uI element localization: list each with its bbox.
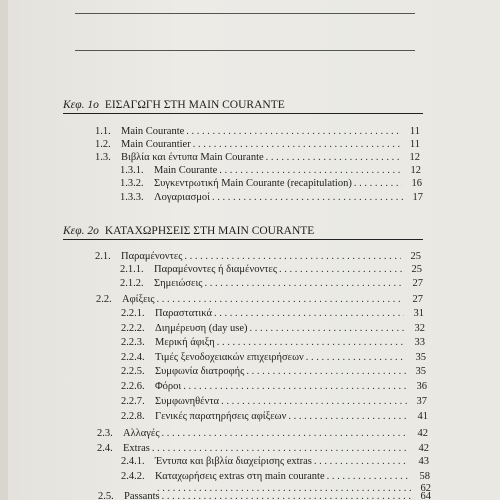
toc-entry xyxy=(95,125,420,138)
leader-dots xyxy=(217,337,405,349)
leader-dots xyxy=(157,294,403,306)
entry-page: 32 xyxy=(414,323,425,334)
entry-title: Αλλαγές xyxy=(123,428,160,439)
toc-entry xyxy=(121,395,427,408)
entry-title: Καταχωρήσεις extras στη main courante xyxy=(155,471,325,482)
entry-page: 36 xyxy=(416,381,427,392)
chapter-title: ΕΙΣΑΓΩΓΗ ΣΤΗ MAIN COURANTE xyxy=(104,99,285,111)
entry-page: 35 xyxy=(415,366,426,377)
entry-title: Main Courante xyxy=(154,165,218,176)
entry-title: Main Courantier xyxy=(121,139,191,150)
leader-dots xyxy=(183,381,407,393)
entry-number: 2.2.5. xyxy=(121,366,145,377)
entry-number: 2.3. xyxy=(97,428,113,439)
entry-number: 2.2.3. xyxy=(121,337,145,348)
entry-title: Συμφωνία διατροφής xyxy=(155,366,245,377)
leader-dots xyxy=(250,323,405,335)
entry-number: 2.2.6. xyxy=(121,381,145,392)
chapter-number: Κεφ. 1ο xyxy=(63,99,99,111)
entry-page: 37 xyxy=(416,396,427,407)
leader-dots xyxy=(266,152,400,164)
entry-page: 11 xyxy=(409,126,420,137)
entry-page: 62 xyxy=(420,483,431,494)
entry-page: 12 xyxy=(409,152,420,163)
entry-title: Λογαριασμοί xyxy=(154,192,210,203)
entry-title: Βιβλία και έντυπα Main Courante xyxy=(121,152,264,163)
book-page xyxy=(8,0,500,500)
entry-number: 1.3. xyxy=(95,152,111,163)
entry-number: 2.2.8. xyxy=(121,411,145,422)
leader-dots xyxy=(161,428,408,440)
entry-title: Έντυπα και βιβλία διαχείρισης extras xyxy=(155,456,312,467)
entry-title: Μερική άφιξη xyxy=(155,337,215,348)
chapter-number: Κεφ. 2ο xyxy=(63,225,99,237)
leader-dots xyxy=(162,491,411,500)
entry-page: 16 xyxy=(411,178,422,189)
entry-title: Φόροι xyxy=(155,381,182,392)
entry-page: 64 xyxy=(420,491,431,500)
leader-dots xyxy=(186,126,400,138)
leader-dots xyxy=(246,366,406,378)
leader-dots xyxy=(288,411,408,423)
leader-dots xyxy=(214,308,404,320)
entry-page: 25 xyxy=(410,251,421,262)
toc-entry xyxy=(120,191,423,204)
toc-entry xyxy=(95,138,420,151)
toc-entry xyxy=(121,322,425,335)
leader-dots xyxy=(152,443,409,455)
entry-title: Main Courante xyxy=(121,126,185,137)
toc-entry xyxy=(95,151,420,164)
entry-page: 31 xyxy=(413,308,424,319)
entry-number: 2.2.4. xyxy=(121,352,145,363)
entry-page: 35 xyxy=(415,352,426,363)
toc-entry xyxy=(121,455,429,468)
entry-number: 2.1.2. xyxy=(120,278,144,289)
entry-page: 43 xyxy=(418,456,429,467)
leader-dots xyxy=(193,139,400,151)
entry-title: Τιμές ξενοδοχειακών επιχειρήσεων xyxy=(155,352,304,363)
entry-number: 1.3.2. xyxy=(120,178,144,189)
leader-dots xyxy=(221,396,407,408)
entry-number: 2.5. xyxy=(98,491,114,500)
entry-title: Παραμένοντες xyxy=(121,251,183,262)
entry-number: 2.4.2. xyxy=(121,471,145,482)
entry-number: 2.2.1. xyxy=(121,308,145,319)
entry-page: 41 xyxy=(417,411,428,422)
entry-title: Extras xyxy=(123,443,150,454)
entry-title: Passants xyxy=(124,491,160,500)
leader-dots xyxy=(314,456,409,468)
entry-number: 2.1. xyxy=(95,251,111,262)
entry-number: 2.1.1. xyxy=(120,264,144,275)
entry-number: 2.2. xyxy=(96,294,112,305)
toc-entry xyxy=(120,164,421,177)
entry-title: Γενικές παρατηρήσεις αφίξεων xyxy=(155,411,287,422)
entry-page: 33 xyxy=(414,337,425,348)
entry-number: 2.2.2. xyxy=(121,323,145,334)
chapter-title: ΚΑΤΑΧΩΡΗΣΕΙΣ ΣΤΗ MAIN COURANTE xyxy=(104,225,315,237)
toc-entry xyxy=(96,293,423,306)
entry-number: 1.2. xyxy=(95,139,111,150)
toc-entry xyxy=(121,351,426,364)
chapter-heading xyxy=(63,98,423,114)
toc-entry xyxy=(120,177,422,190)
leader-dots xyxy=(306,352,406,364)
entry-title: Σημειώσεις xyxy=(154,278,203,289)
toc-entry xyxy=(97,442,429,455)
entry-number: 1.3.3. xyxy=(120,192,144,203)
entry-number: 1.1. xyxy=(95,126,111,137)
toc-entry xyxy=(121,307,424,320)
toc-entry xyxy=(98,490,431,500)
entry-title: Παραμένοντες ή διαμένοντες xyxy=(154,264,277,275)
leader-dots xyxy=(354,178,402,190)
entry-page: 42 xyxy=(417,428,428,439)
entry-title: Διημέρευση (day use) xyxy=(155,323,248,334)
leader-dots xyxy=(204,278,403,290)
entry-number: 2.4. xyxy=(97,443,113,454)
entry-number: 2.2.7. xyxy=(121,396,145,407)
entry-title: Παραστατικά xyxy=(155,308,212,319)
entry-page: 25 xyxy=(411,264,422,275)
entry-page: 12 xyxy=(410,165,421,176)
entry-page: 42 xyxy=(418,443,429,454)
leader-dots xyxy=(279,264,402,276)
leader-dots xyxy=(219,165,401,177)
entry-page: 27 xyxy=(412,294,423,305)
entry-number: 1.3.1. xyxy=(120,165,144,176)
toc-entry xyxy=(121,365,426,378)
top-rule xyxy=(75,13,415,14)
entry-page: 27 xyxy=(412,278,423,289)
leader-dots xyxy=(184,251,401,263)
toc-entry xyxy=(95,250,421,263)
entry-title: Συμφωνηθέντα xyxy=(155,396,220,407)
header-rule xyxy=(75,50,415,51)
leader-dots xyxy=(212,192,403,204)
entry-number: 2.4.1. xyxy=(121,456,145,467)
toc-entry xyxy=(121,380,427,393)
toc-entry xyxy=(120,263,422,276)
entry-page: 58 xyxy=(419,471,430,482)
toc-entry xyxy=(120,277,423,290)
chapter-heading xyxy=(63,224,423,240)
entry-page: 17 xyxy=(412,192,423,203)
toc-entry xyxy=(121,336,425,349)
toc-entry xyxy=(97,427,428,440)
entry-title: Συγκεντρωτική Main Courante (recapitulation) xyxy=(154,178,352,189)
entry-title: Αφίξεις xyxy=(122,294,155,305)
toc-entry xyxy=(121,410,428,423)
entry-page: 11 xyxy=(409,139,420,150)
